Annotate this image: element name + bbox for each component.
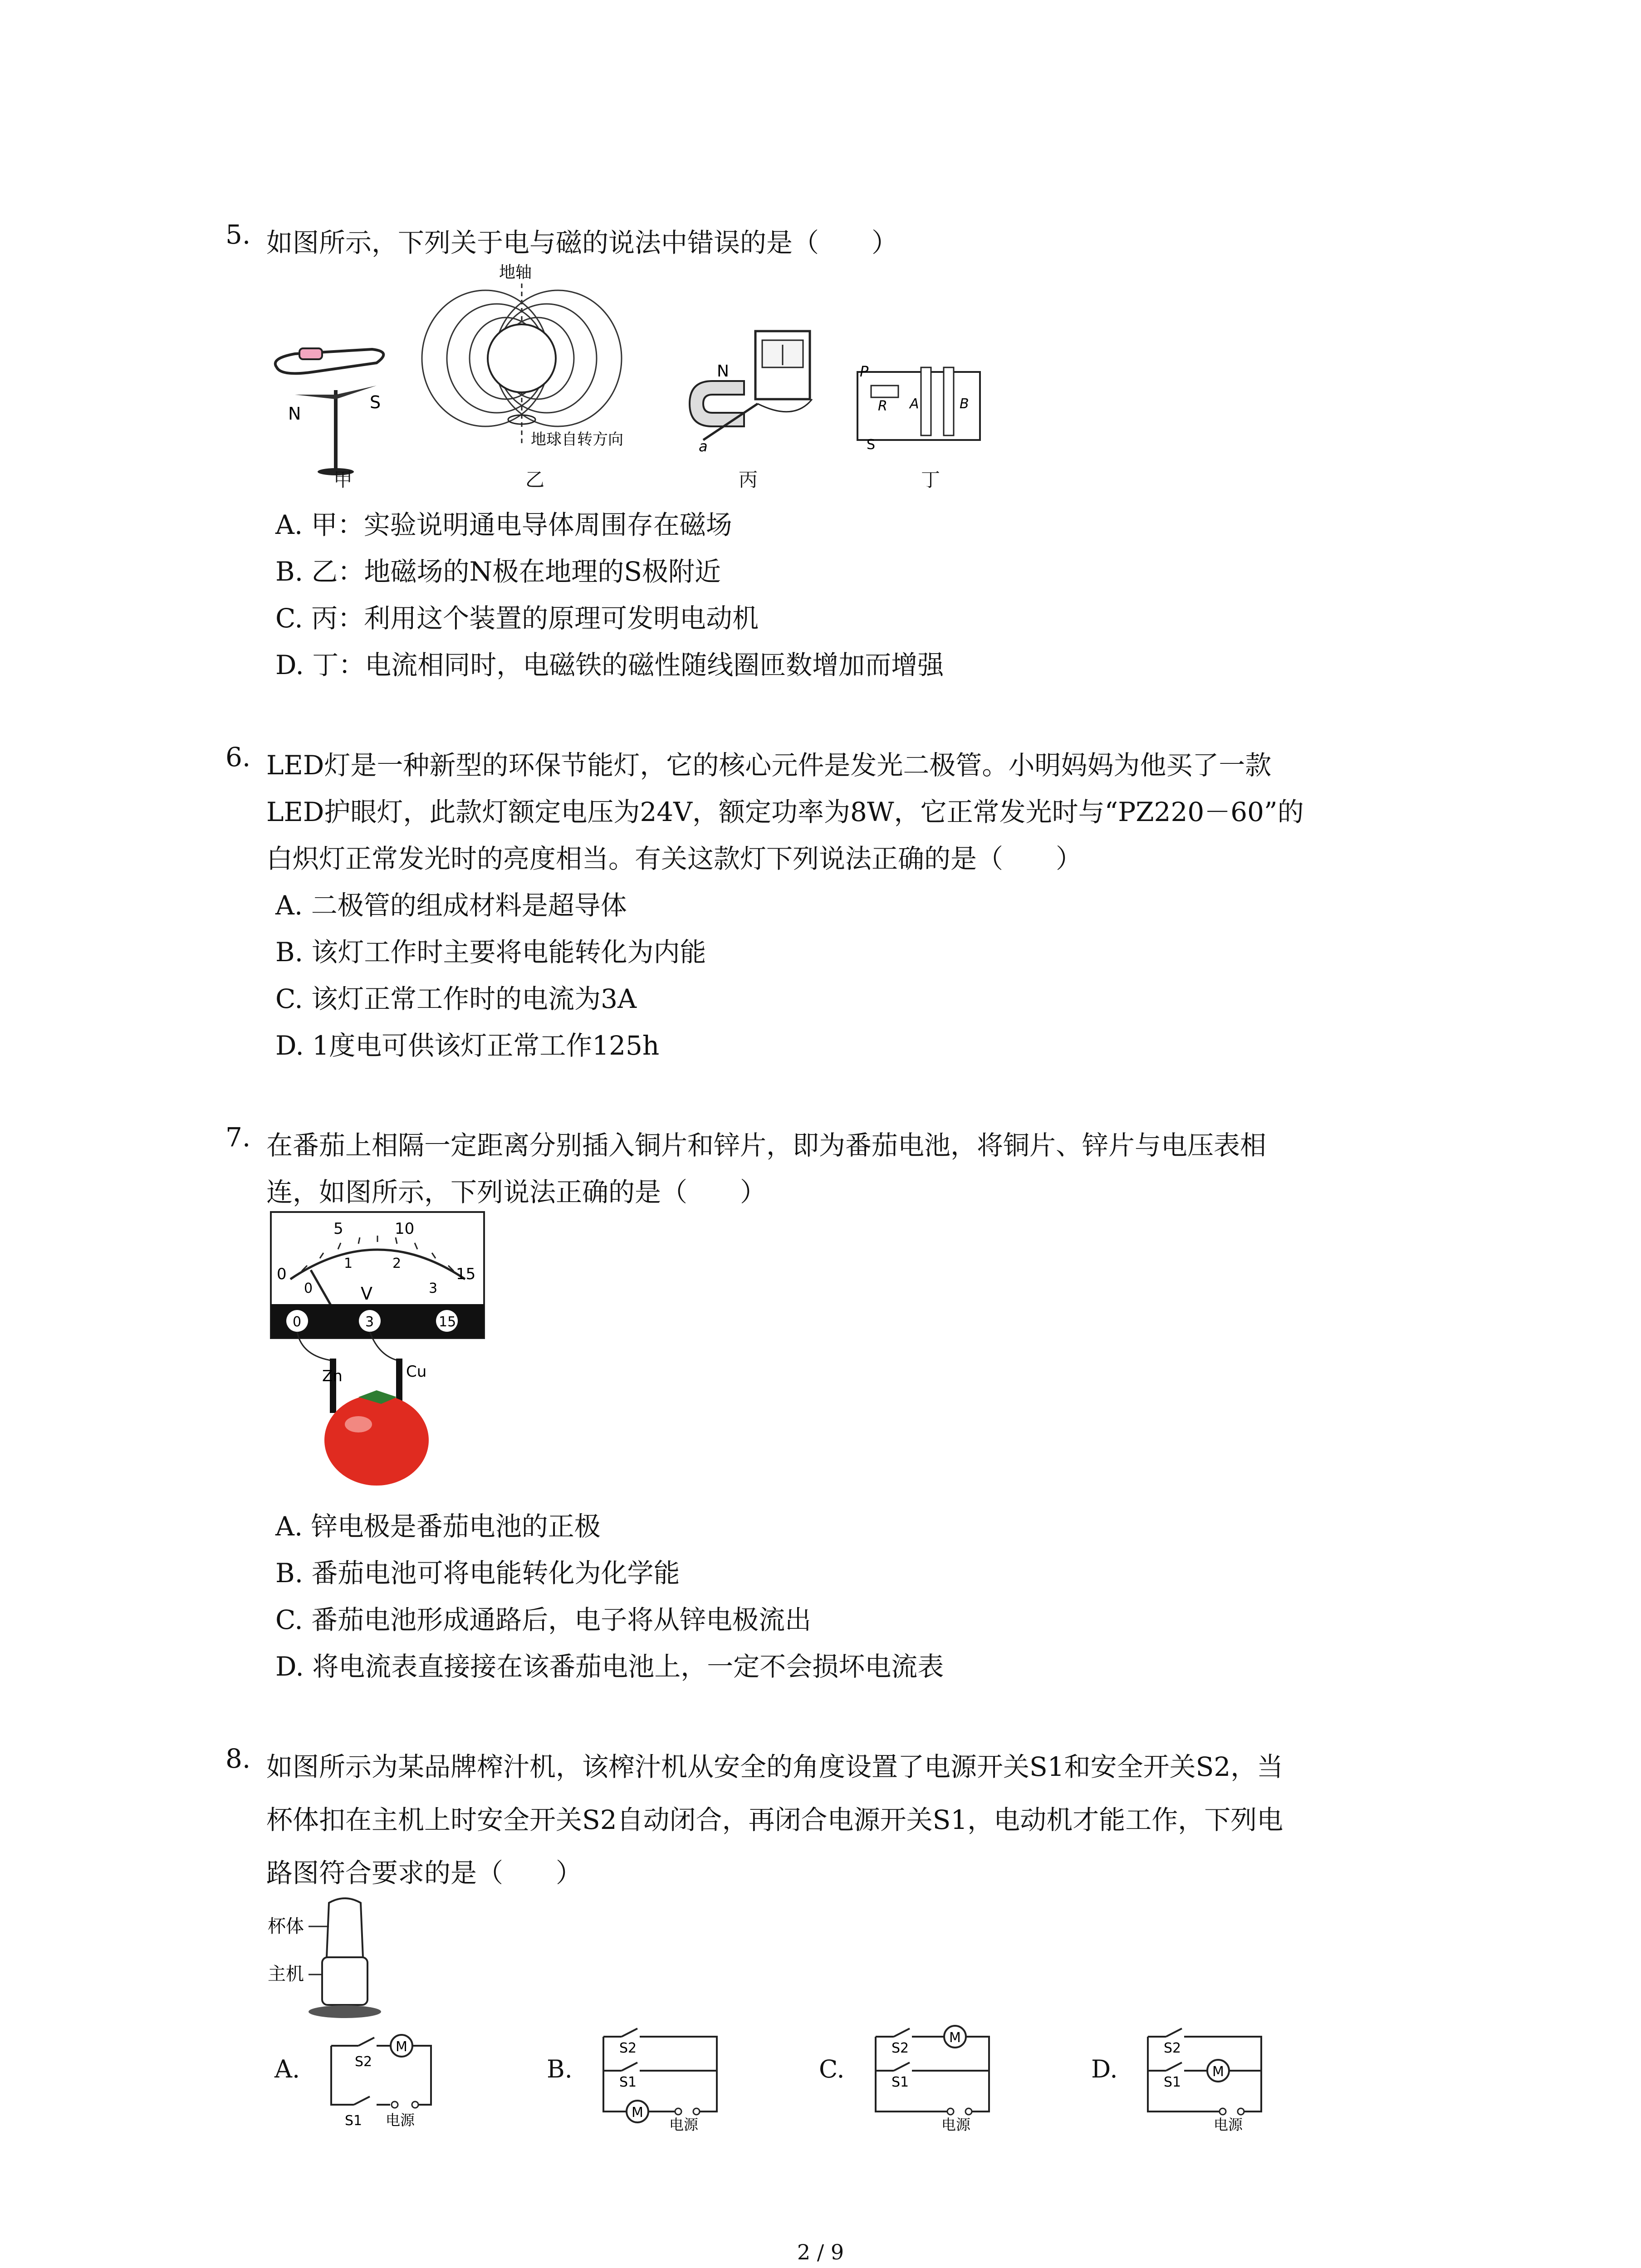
question-6-line-3: 白炽灯正常发光时的亮度相当。有关这款灯下列说法正确的是（ ） bbox=[266, 843, 1083, 874]
label-n: N bbox=[288, 404, 301, 424]
label-rotation-direction: 地球自转方向 bbox=[531, 430, 623, 449]
svg-text:电源: 电源 bbox=[669, 2116, 699, 2132]
svg-text:S1: S1 bbox=[345, 2113, 362, 2127]
label-yi: 乙 bbox=[525, 469, 545, 491]
svg-text:电源: 电源 bbox=[1214, 2116, 1243, 2132]
figure-yi-earth-magnetism bbox=[417, 263, 631, 454]
q7-option-a: A. 锌电极是番茄电池的正极 bbox=[275, 1511, 601, 1542]
question-6-line-1: LED灯是一种新型的环保节能灯，它的核心元件是发光二极管。小明妈妈为他买了一款 bbox=[266, 750, 1272, 781]
terminal-0-label: 0 bbox=[293, 1314, 302, 1330]
circuit-c bbox=[867, 2023, 1003, 2132]
question-8-number: 8. bbox=[225, 1743, 251, 1774]
page-number: 2 / 9 bbox=[797, 2240, 844, 2264]
q5-option-c: C. 丙：利用这个装置的原理可发明电动机 bbox=[275, 603, 759, 634]
figure-tomato-battery bbox=[270, 1211, 492, 1492]
question-6-line-2: LED护眼灯，此款灯额定电压为24V，额定功率为8W，它正常发光时与“PZ220－60”的 bbox=[266, 797, 1304, 827]
svg-text:P: P bbox=[860, 363, 869, 380]
question-6-number: 6. bbox=[225, 742, 251, 772]
svg-text:2: 2 bbox=[392, 1256, 402, 1271]
svg-text:B: B bbox=[960, 396, 969, 412]
label-jia: 甲 bbox=[333, 469, 353, 491]
voltmeter-v-label: V bbox=[361, 1284, 372, 1304]
cup-label: 杯体 bbox=[268, 1916, 304, 1937]
circuit-a bbox=[318, 2028, 445, 2127]
question-5-stem: 如图所示，下列关于电与磁的说法中错误的是（ ） bbox=[266, 227, 898, 258]
q5-option-d: D. 丁：电流相同时，电磁铁的磁性随线圈匝数增加而增强 bbox=[275, 650, 944, 680]
svg-text:N: N bbox=[717, 362, 729, 381]
svg-text:15: 15 bbox=[456, 1265, 476, 1283]
base-label: 主机 bbox=[268, 1964, 304, 1984]
question-7-line-2: 连，如图所示，下列说法正确的是（ ） bbox=[266, 1177, 767, 1207]
question-8-line-3: 路图符合要求的是（ ） bbox=[266, 1857, 583, 1888]
figure-ding-electromagnet bbox=[853, 358, 989, 454]
terminal-3-label: 3 bbox=[365, 1314, 374, 1330]
svg-text:S: S bbox=[867, 437, 876, 453]
q5-option-b: B. 乙：地磁场的N极在地理的S极附近 bbox=[275, 556, 721, 587]
q7-option-c: C. 番茄电池形成通路后，电子将从锌电极流出 bbox=[275, 1604, 812, 1635]
svg-text:3: 3 bbox=[429, 1281, 438, 1296]
question-5-number: 5. bbox=[225, 219, 251, 250]
circuit-b bbox=[594, 2023, 730, 2132]
q6-option-c: C. 该灯正常工作时的电流为3A bbox=[275, 983, 637, 1014]
juicer-cup-icon bbox=[327, 1898, 363, 1957]
circuit-b-letter: B. bbox=[547, 2055, 573, 2083]
svg-text:S2: S2 bbox=[355, 2054, 372, 2070]
svg-text:电源: 电源 bbox=[941, 2116, 971, 2132]
label-s: S bbox=[370, 392, 381, 412]
coil-a-icon bbox=[921, 367, 931, 435]
svg-text:0: 0 bbox=[304, 1281, 313, 1296]
svg-text:M: M bbox=[396, 2039, 407, 2055]
svg-text:S2: S2 bbox=[892, 2040, 909, 2056]
svg-text:M: M bbox=[949, 2030, 961, 2046]
q7-option-d: D. 将电流表直接接在该番茄电池上，一定不会损坏电流表 bbox=[275, 1651, 944, 1682]
svg-text:S1: S1 bbox=[892, 2074, 909, 2090]
svg-text:S2: S2 bbox=[1164, 2040, 1181, 2056]
svg-text:M: M bbox=[632, 2105, 643, 2121]
circuit-a-letter: A. bbox=[274, 2055, 300, 2083]
terminal-15-label: 15 bbox=[439, 1314, 456, 1330]
circuit-d bbox=[1139, 2023, 1275, 2132]
svg-text:10: 10 bbox=[395, 1220, 415, 1238]
q6-option-d: D. 1度电可供该灯正常工作125h bbox=[275, 1030, 660, 1061]
figure-bing-generator bbox=[685, 327, 826, 458]
svg-text:电源: 电源 bbox=[386, 2112, 415, 2127]
question-7-number: 7. bbox=[225, 1122, 251, 1153]
cu-label: Cu bbox=[406, 1363, 427, 1381]
svg-text:1: 1 bbox=[344, 1256, 353, 1271]
circuit-c-letter: C. bbox=[819, 2055, 845, 2083]
label-earth-axis: 地轴 bbox=[499, 263, 532, 282]
q6-option-a: A. 二极管的组成材料是超导体 bbox=[275, 890, 627, 921]
earth-icon bbox=[488, 324, 556, 392]
question-7-line-1: 在番茄上相隔一定距离分别插入铜片和锌片，即为番茄电池，将铜片、锌片与电压表相 bbox=[266, 1130, 1267, 1161]
figure-juicer bbox=[265, 1889, 383, 2021]
svg-text:M: M bbox=[1212, 2064, 1224, 2080]
svg-text:S2: S2 bbox=[619, 2040, 637, 2056]
label-ding: 丁 bbox=[921, 469, 941, 491]
question-8-line-2: 杯体扣在主机上时安全开关S2自动闭合，再闭合电源开关S1，电动机才能工作，下列电 bbox=[266, 1804, 1283, 1835]
svg-text:R: R bbox=[878, 398, 887, 414]
svg-text:S1: S1 bbox=[619, 2074, 637, 2090]
juicer-base-icon bbox=[322, 1957, 367, 2005]
figure-jia-oersted bbox=[268, 327, 399, 476]
rheostat-icon bbox=[871, 386, 898, 397]
svg-text:a: a bbox=[699, 438, 708, 455]
label-bing: 丙 bbox=[739, 469, 758, 491]
q7-option-b: B. 番茄电池可将电能转化为化学能 bbox=[275, 1558, 680, 1589]
q6-option-b: B. 该灯工作时主要将电能转化为内能 bbox=[275, 937, 706, 968]
svg-text:0: 0 bbox=[277, 1265, 287, 1283]
coil-b-icon bbox=[944, 367, 954, 435]
svg-text:5: 5 bbox=[333, 1220, 343, 1238]
zinc-plate bbox=[330, 1359, 336, 1413]
question-8-line-1: 如图所示为某品牌榨汁机，该榨汁机从安全的角度设置了电源开关S1和安全开关S2，当 bbox=[266, 1751, 1283, 1782]
svg-text:A: A bbox=[910, 396, 919, 412]
circuit-d-letter: D. bbox=[1091, 2055, 1118, 2083]
battery-icon bbox=[299, 348, 322, 359]
tomato-icon bbox=[324, 1395, 429, 1486]
q5-option-a: A. 甲：实验说明通电导体周围存在磁场 bbox=[275, 509, 732, 540]
zn-label: Zn bbox=[322, 1367, 343, 1385]
svg-text:S1: S1 bbox=[1164, 2074, 1181, 2090]
